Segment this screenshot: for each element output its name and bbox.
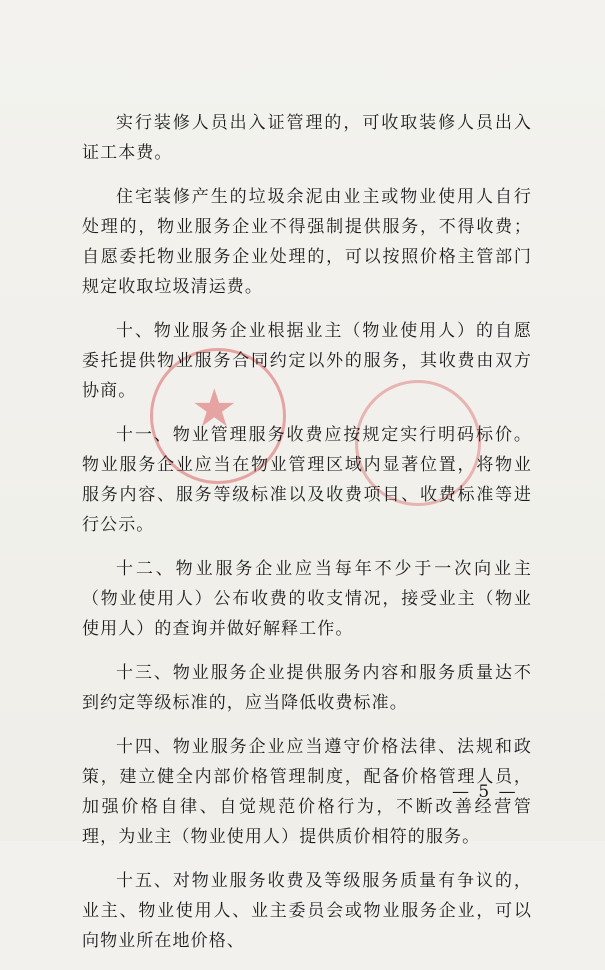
paragraph-2: 住宅装修产生的垃圾余泥由业主或物业使用人自行处理的，物业服务企业不得强制提供服务，不得收费；自愿委托物业服务企业处理的，可以按照价格主管部门规定收取垃圾清运费。 — [82, 187, 532, 297]
paragraph-8: 十五、对物业服务收费及等级服务质量有争议的，业主、物业使用人、业主委员会或物业服务企业，可以向物业所在地价格、 — [82, 871, 532, 951]
paragraph-5: 十二、物业服务企业应当每年不少于一次向业主（物业使用人）公布收费的收支情况，接受业主（物业使用人）的查询并做好解释工作。 — [82, 559, 532, 639]
paragraph-7: 十四、物业服务企业应当遵守价格法律、法规和政策，建立健全内部价格管理制度，配备价格管理人员，加强价格自律、自觉规范价格行为，不断改善经营管理，为业主（物业使用人）提供质价相符的服务。 — [82, 737, 532, 847]
seal-star-icon: ★ — [191, 379, 238, 439]
paragraph-1: 实行装修人员出入证管理的，可收取装修人员出入证工本费。 — [82, 113, 532, 163]
paragraph-3: 十、物业服务企业根据业主（物业使用人）的自愿委托提供物业服务合同约定以外的服务，其收费由双方协商。 — [82, 321, 532, 401]
page-number: — 5 — — [452, 782, 518, 802]
paragraph-6: 十三、物业服务企业提供服务内容和服务质量达不到约定等级标准的，应当降低收费标准。 — [82, 663, 532, 713]
paragraph-4: 十一、物业管理服务收费应按规定实行明码标价。物业服务企业应当在物业管理区域内显著位置，将物业服务内容、服务等级标准以及收费项目、收费标准等进行公示。 — [82, 425, 532, 535]
